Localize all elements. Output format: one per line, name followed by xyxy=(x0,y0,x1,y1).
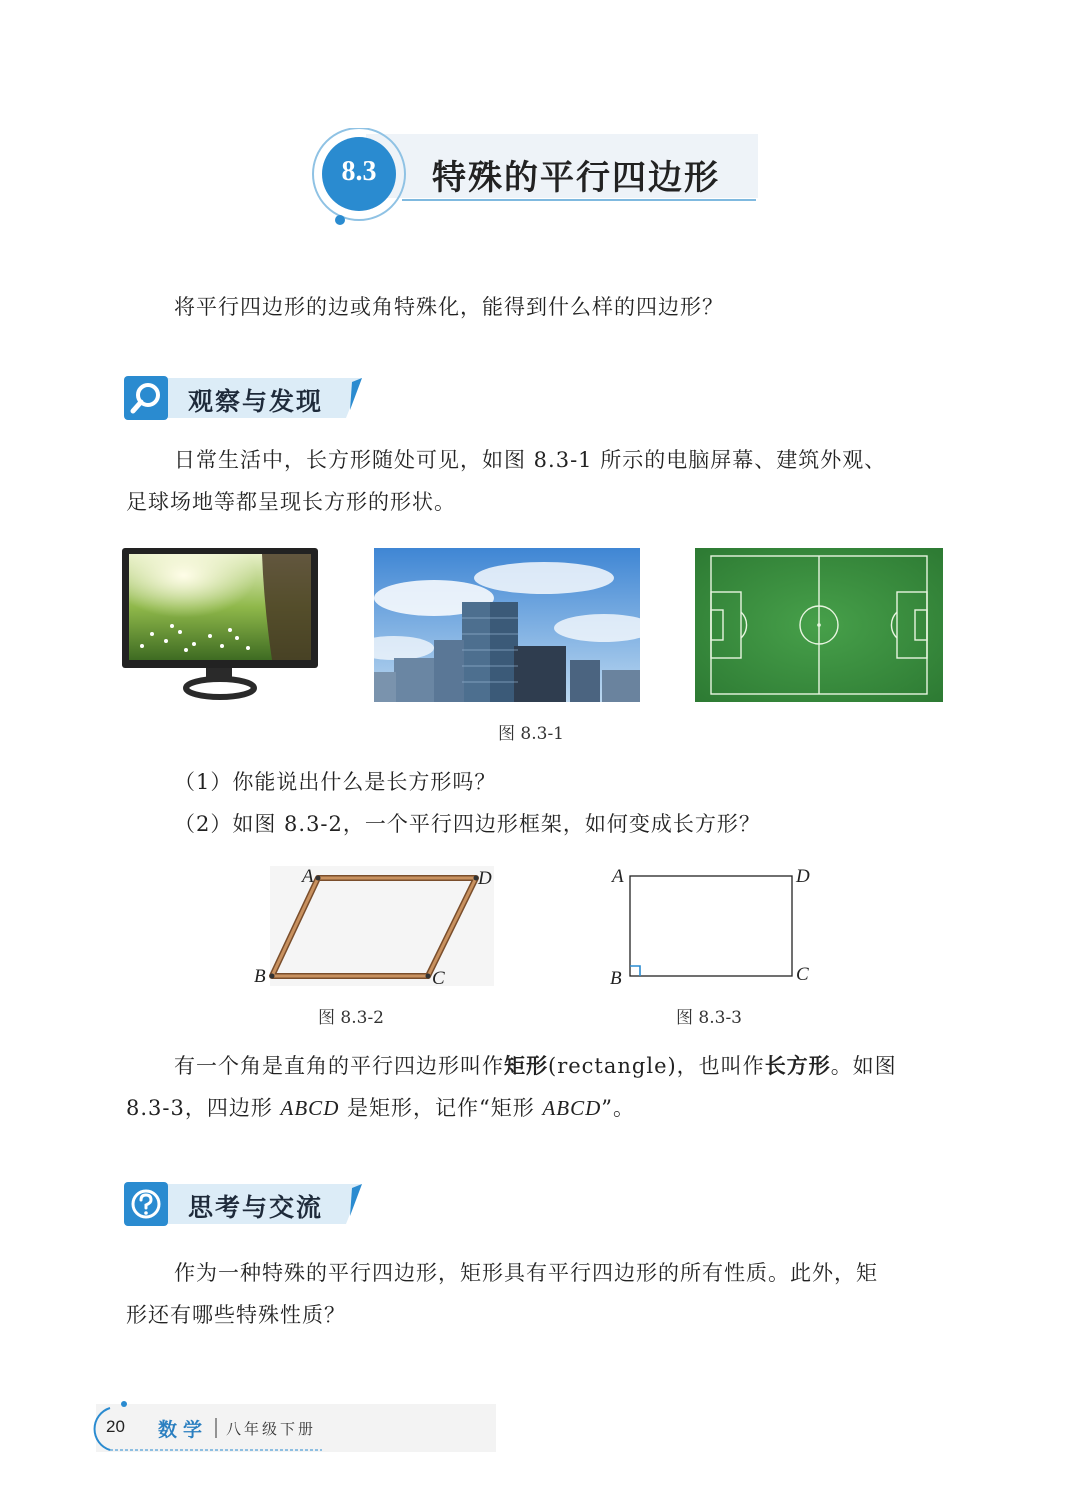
observe-banner xyxy=(124,376,364,420)
vertex-c-label: C xyxy=(796,964,809,985)
vertex-b-label: B xyxy=(254,966,266,987)
figure-8-3-3 xyxy=(606,862,816,992)
vertex-d-label: D xyxy=(478,868,492,889)
subject-name: 数学 xyxy=(158,1419,209,1441)
vertex-b-label: B xyxy=(610,968,622,989)
think-paragraph-line2: 形还有哪些特殊性质？ xyxy=(126,1303,346,1327)
term-oblong: 长方形 xyxy=(764,1053,831,1078)
vertex-a-label: A xyxy=(612,866,624,887)
figure-8-3-2-caption: 图 8.3-2 xyxy=(318,1008,384,1028)
soccer-field-photo xyxy=(695,548,943,702)
figure-8-3-1-caption: 图 8.3-1 xyxy=(498,724,564,744)
figure-8-3-2 xyxy=(250,862,500,992)
question-icon xyxy=(128,1186,164,1222)
page-number: 20 xyxy=(106,1417,125,1436)
rectangle-abcd xyxy=(606,862,816,992)
vertex-d-label: D xyxy=(796,866,810,887)
magnifier-icon xyxy=(128,380,164,416)
definition-line2: 8.3-3，四边形 ABCD 是矩形，记作“矩形 ABCD”。 xyxy=(126,1096,636,1120)
vertex-c-label: C xyxy=(432,968,445,989)
think-banner xyxy=(124,1182,364,1226)
question-2: （2）如图 8.3-2，一个平行四边形框架，如何变成长方形？ xyxy=(174,812,761,836)
parallelogram-frame xyxy=(250,862,500,992)
definition-line1: 有一个角是直角的平行四边形叫作矩形(rectangle)，也叫作长方形。如图 xyxy=(174,1053,897,1078)
buildings-photo xyxy=(374,548,640,702)
monitor-photo xyxy=(122,546,318,702)
section-title xyxy=(306,128,766,228)
grade-name: 八年级下册 xyxy=(226,1420,317,1438)
observe-paragraph-line1: 日常生活中，长方形随处可见，如图 8.3-1 所示的电脑屏幕、建筑外观、 xyxy=(174,448,887,472)
question-1: （1）你能说出什么是长方形吗？ xyxy=(174,770,497,794)
vertex-a-label: A xyxy=(302,866,314,887)
figure-8-3-3-caption: 图 8.3-3 xyxy=(676,1008,742,1028)
term-rectangle: 矩形 xyxy=(504,1053,548,1078)
intro-question: 将平行四边形的边或角特殊化，能得到什么样的四边形？ xyxy=(174,295,724,319)
think-heading: 思考与交流 xyxy=(188,1193,324,1222)
observe-paragraph-line2: 足球场地等都呈现长方形的形状。 xyxy=(126,490,456,514)
section-number: 8.3 xyxy=(341,156,377,187)
observe-heading: 观察与发现 xyxy=(188,387,324,416)
page-footer xyxy=(86,1398,506,1458)
think-paragraph-line1: 作为一种特殊的平行四边形，矩形具有平行四边形的所有性质。此外，矩 xyxy=(174,1261,878,1285)
section-heading: 特殊的平行四边形 xyxy=(432,158,720,198)
